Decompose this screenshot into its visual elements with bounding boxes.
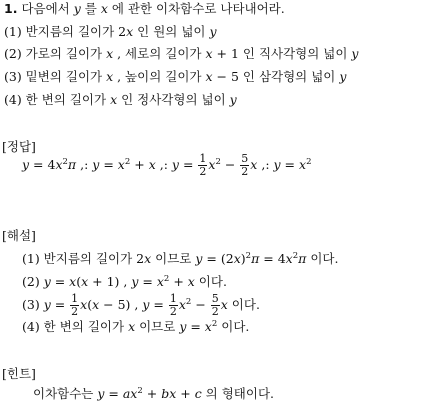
hint-text: 이차함수는 $y = ax^2$ + bx + c 의 형태이다. [33,386,274,401]
explanation-line-3: (3) y = $\frac{1}{2}$ x(x − 5) , y = $\frac{1}{2}$ $x^2$ − $\frac{5}{2}$ x 이다. [22,292,260,318]
explanation-heading: [해설] [2,228,36,243]
question-stem: 1. 다음에서 y 를 x 에 관한 이차함수로 나타내어라. [4,1,285,16]
question-item-2: (2) 가로의 길이가 x , 세로의 길이가 x + 1 인 직사각형의 넓이 y [4,46,359,61]
question-item-1: (1) 반지름의 길이가 2x 인 원의 넓이 y [4,24,217,39]
explanation-line-1: (1) 반지름의 길이가 2x 이므로 $y = (2x)^2\pi = 4x^2\pi$ 이다. [22,251,339,266]
answer-line: $y = 4x^2\pi$ ,: $y = x^2 + x$ ,: y = $\frac{1}{2}$ $x^2$ − $\frac{5}{2}$ x ,: $y = x^2$ [22,152,312,178]
explanation-line-2: (2) y = x(x + 1) , $y = x^2 + x$ 이다. [22,274,227,289]
explanation-line-4: (4) 한 변의 길이가 x 이므로 $y = x^2$ 이다. [22,319,250,334]
hint-heading: [힌트] [2,366,36,381]
answer-heading: [정답] [2,139,36,154]
question-item-4: (4) 한 변의 길이가 x 인 정사각형의 넓이 y [4,92,237,107]
question-item-3: (3) 밑변의 길이가 x , 높이의 길이가 x − 5 인 삼각형의 넓이 y [4,69,347,84]
